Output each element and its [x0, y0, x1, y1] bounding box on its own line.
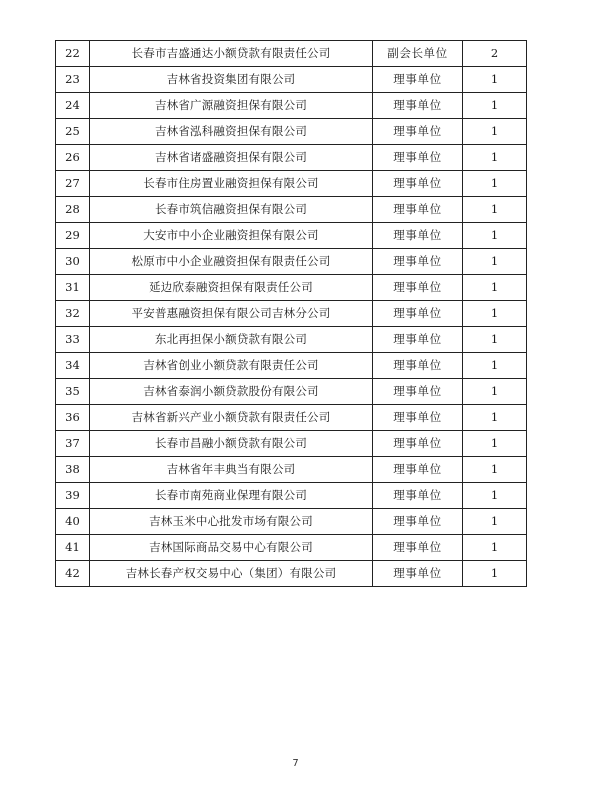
member-role-cell: 理事单位 [373, 197, 463, 223]
table-row [56, 353, 527, 379]
company-name-cell: 吉林省年丰典当有限公司 [90, 457, 373, 483]
seat-count-cell: 1 [463, 457, 527, 483]
seat-count-cell: 2 [463, 41, 527, 67]
row-number-cell: 25 [56, 119, 90, 145]
row-number-cell: 39 [56, 483, 90, 509]
row-number-cell: 37 [56, 431, 90, 457]
member-role-cell: 理事单位 [373, 457, 463, 483]
member-role-cell: 理事单位 [373, 379, 463, 405]
member-role-cell: 理事单位 [373, 93, 463, 119]
table-row [56, 405, 527, 431]
table-row [56, 483, 527, 509]
table-row [56, 41, 527, 67]
table-row [56, 535, 527, 561]
row-number-cell: 32 [56, 301, 90, 327]
company-name-cell: 吉林国际商品交易中心有限公司 [90, 535, 373, 561]
member-table [55, 40, 527, 587]
company-name-cell: 长春市筑信融资担保有限公司 [90, 197, 373, 223]
row-number-cell: 42 [56, 561, 90, 587]
member-role-cell: 理事单位 [373, 561, 463, 587]
table-row [56, 145, 527, 171]
company-name-cell: 长春市昌融小额贷款有限公司 [90, 431, 373, 457]
row-number-cell: 36 [56, 405, 90, 431]
member-role-cell: 理事单位 [373, 535, 463, 561]
member-role-cell: 理事单位 [373, 223, 463, 249]
seat-count-cell: 1 [463, 353, 527, 379]
table-row [56, 431, 527, 457]
seat-count-cell: 1 [463, 301, 527, 327]
row-number-cell: 22 [56, 41, 90, 67]
table-row [56, 509, 527, 535]
member-role-cell: 理事单位 [373, 405, 463, 431]
seat-count-cell: 1 [463, 197, 527, 223]
company-name-cell: 吉林玉米中心批发市场有限公司 [90, 509, 373, 535]
row-number-cell: 29 [56, 223, 90, 249]
seat-count-cell: 1 [463, 119, 527, 145]
table-row [56, 171, 527, 197]
row-number-cell: 28 [56, 197, 90, 223]
company-name-cell: 延边欣泰融资担保有限责任公司 [90, 275, 373, 301]
seat-count-cell: 1 [463, 431, 527, 457]
table-row [56, 119, 527, 145]
member-role-cell: 理事单位 [373, 327, 463, 353]
seat-count-cell: 1 [463, 223, 527, 249]
row-number-cell: 40 [56, 509, 90, 535]
company-name-cell: 长春市住房置业融资担保有限公司 [90, 171, 373, 197]
table-row [56, 93, 527, 119]
table-row [56, 301, 527, 327]
row-number-cell: 30 [56, 249, 90, 275]
seat-count-cell: 1 [463, 405, 527, 431]
seat-count-cell: 1 [463, 171, 527, 197]
table-row [56, 67, 527, 93]
member-role-cell: 理事单位 [373, 249, 463, 275]
member-role-cell: 理事单位 [373, 431, 463, 457]
seat-count-cell: 1 [463, 67, 527, 93]
company-name-cell: 吉林省投资集团有限公司 [90, 67, 373, 93]
member-role-cell: 理事单位 [373, 301, 463, 327]
company-name-cell: 吉林省泓科融资担保有限公司 [90, 119, 373, 145]
seat-count-cell: 1 [463, 561, 527, 587]
company-name-cell: 吉林省泰润小额贷款股份有限公司 [90, 379, 373, 405]
table-row [56, 223, 527, 249]
seat-count-cell: 1 [463, 509, 527, 535]
member-role-cell: 理事单位 [373, 171, 463, 197]
member-role-cell: 理事单位 [373, 509, 463, 535]
member-table-body [56, 41, 527, 587]
member-role-cell: 理事单位 [373, 119, 463, 145]
company-name-cell: 东北再担保小额贷款有限公司 [90, 327, 373, 353]
page-number: 7 [292, 758, 299, 769]
company-name-cell: 吉林省诸盛融资担保有限公司 [90, 145, 373, 171]
table-row [56, 561, 527, 587]
seat-count-cell: 1 [463, 145, 527, 171]
member-role-cell: 理事单位 [373, 145, 463, 171]
row-number-cell: 26 [56, 145, 90, 171]
member-role-cell: 副会长单位 [373, 41, 463, 67]
table-row [56, 457, 527, 483]
seat-count-cell: 1 [463, 483, 527, 509]
seat-count-cell: 1 [463, 535, 527, 561]
seat-count-cell: 1 [463, 93, 527, 119]
table-row [56, 327, 527, 353]
company-name-cell: 吉林省广源融资担保有限公司 [90, 93, 373, 119]
company-name-cell: 松原市中小企业融资担保有限责任公司 [90, 249, 373, 275]
company-name-cell: 吉林省新兴产业小额贷款有限责任公司 [90, 405, 373, 431]
row-number-cell: 24 [56, 93, 90, 119]
seat-count-cell: 1 [463, 249, 527, 275]
table-row [56, 197, 527, 223]
table-row [56, 275, 527, 301]
row-number-cell: 35 [56, 379, 90, 405]
member-role-cell: 理事单位 [373, 67, 463, 93]
company-name-cell: 大安市中小企业融资担保有限公司 [90, 223, 373, 249]
company-name-cell: 平安普惠融资担保有限公司吉林分公司 [90, 301, 373, 327]
member-role-cell: 理事单位 [373, 353, 463, 379]
row-number-cell: 41 [56, 535, 90, 561]
row-number-cell: 38 [56, 457, 90, 483]
company-name-cell: 长春市吉盛通达小额贷款有限责任公司 [90, 41, 373, 67]
company-name-cell: 长春市南苑商业保理有限公司 [90, 483, 373, 509]
row-number-cell: 33 [56, 327, 90, 353]
row-number-cell: 34 [56, 353, 90, 379]
seat-count-cell: 1 [463, 327, 527, 353]
company-name-cell: 吉林长春产权交易中心（集团）有限公司 [90, 561, 373, 587]
seat-count-cell: 1 [463, 379, 527, 405]
row-number-cell: 23 [56, 67, 90, 93]
member-role-cell: 理事单位 [373, 483, 463, 509]
table-row [56, 249, 527, 275]
seat-count-cell: 1 [463, 275, 527, 301]
company-name-cell: 吉林省创业小额贷款有限责任公司 [90, 353, 373, 379]
row-number-cell: 27 [56, 171, 90, 197]
row-number-cell: 31 [56, 275, 90, 301]
member-role-cell: 理事单位 [373, 275, 463, 301]
table-row [56, 379, 527, 405]
